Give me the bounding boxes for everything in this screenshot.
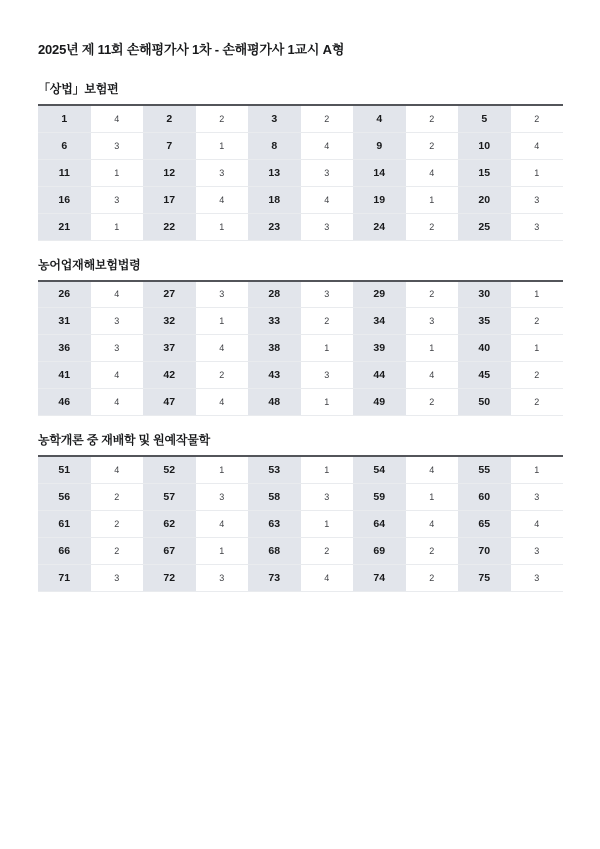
answer-cell: 1 (196, 537, 249, 564)
section-disaster-insurance-law (38, 258, 563, 417)
question-number-cell: 41 (38, 362, 91, 389)
question-number-cell: 21 (38, 213, 91, 240)
answer-cell: 1 (301, 456, 354, 483)
question-number-cell: 64 (353, 510, 406, 537)
question-number-cell: 53 (248, 456, 301, 483)
answer-row (38, 281, 563, 308)
answer-row (38, 132, 563, 159)
answer-row (38, 564, 563, 591)
question-number-cell: 65 (458, 510, 511, 537)
question-number-cell: 60 (458, 483, 511, 510)
answer-cell: 1 (301, 389, 354, 416)
question-number-cell: 70 (458, 537, 511, 564)
answer-cell: 3 (91, 186, 144, 213)
question-number-cell: 52 (143, 456, 196, 483)
answer-cell: 4 (301, 564, 354, 591)
answer-cell: 3 (91, 308, 144, 335)
answer-cell: 2 (406, 564, 459, 591)
answer-row (38, 159, 563, 186)
question-number-cell: 63 (248, 510, 301, 537)
answer-cell: 3 (301, 483, 354, 510)
question-number-cell: 25 (458, 213, 511, 240)
answer-cell: 3 (511, 564, 564, 591)
question-number-cell: 32 (143, 308, 196, 335)
section-heading: 농어업재해보험법령 (38, 257, 141, 272)
question-number-cell: 47 (143, 389, 196, 416)
answer-cell: 2 (301, 537, 354, 564)
question-number-cell: 9 (353, 132, 406, 159)
question-number-cell: 71 (38, 564, 91, 591)
question-number-cell: 72 (143, 564, 196, 591)
answer-row (38, 456, 563, 483)
answer-cell: 4 (91, 456, 144, 483)
answer-cell: 1 (511, 159, 564, 186)
answer-cell: 3 (301, 362, 354, 389)
question-number-cell: 69 (353, 537, 406, 564)
question-number-cell: 34 (353, 308, 406, 335)
answer-cell: 1 (196, 456, 249, 483)
question-number-cell: 29 (353, 281, 406, 308)
question-number-cell: 2 (143, 105, 196, 132)
question-number-cell: 13 (248, 159, 301, 186)
answer-cell: 1 (511, 281, 564, 308)
answer-row (38, 213, 563, 240)
question-number-cell: 59 (353, 483, 406, 510)
answer-cell: 1 (196, 308, 249, 335)
answer-cell: 4 (91, 105, 144, 132)
question-number-cell: 43 (248, 362, 301, 389)
answer-cell: 4 (301, 132, 354, 159)
answer-cell: 4 (91, 362, 144, 389)
answer-cell: 2 (406, 105, 459, 132)
answer-table (38, 104, 563, 241)
question-number-cell: 11 (38, 159, 91, 186)
question-number-cell: 68 (248, 537, 301, 564)
answer-cell: 3 (511, 483, 564, 510)
section-heading: 농학개론 중 재배학 및 원예작물학 (38, 433, 211, 447)
question-number-cell: 67 (143, 537, 196, 564)
question-number-cell: 1 (38, 105, 91, 132)
question-number-cell: 22 (143, 213, 196, 240)
answer-cell: 3 (511, 186, 564, 213)
answer-cell: 2 (406, 537, 459, 564)
answer-cell: 2 (91, 537, 144, 564)
question-number-cell: 33 (248, 308, 301, 335)
question-number-cell: 27 (143, 281, 196, 308)
question-number-cell: 62 (143, 510, 196, 537)
answer-cell: 3 (91, 335, 144, 362)
question-number-cell: 57 (143, 483, 196, 510)
question-number-cell: 16 (38, 186, 91, 213)
question-number-cell: 12 (143, 159, 196, 186)
question-number-cell: 35 (458, 308, 511, 335)
question-number-cell: 51 (38, 456, 91, 483)
question-number-cell: 56 (38, 483, 91, 510)
answer-cell: 2 (511, 105, 564, 132)
question-number-cell: 45 (458, 362, 511, 389)
answer-table (38, 280, 563, 417)
question-number-cell: 74 (353, 564, 406, 591)
answer-row (38, 335, 563, 362)
answer-row (38, 389, 563, 416)
answer-cell: 3 (511, 537, 564, 564)
answer-cell: 1 (511, 456, 564, 483)
answer-cell: 1 (406, 483, 459, 510)
answer-cell: 4 (91, 281, 144, 308)
answer-row (38, 537, 563, 564)
answer-cell: 2 (196, 105, 249, 132)
answer-cell: 3 (196, 281, 249, 308)
answer-cell: 3 (301, 159, 354, 186)
answer-cell: 4 (91, 389, 144, 416)
question-number-cell: 73 (248, 564, 301, 591)
question-number-cell: 10 (458, 132, 511, 159)
answer-cell: 3 (196, 159, 249, 186)
answer-cell: 1 (511, 335, 564, 362)
answer-cell: 2 (301, 308, 354, 335)
answer-cell: 2 (511, 362, 564, 389)
question-number-cell: 6 (38, 132, 91, 159)
answer-cell: 1 (196, 132, 249, 159)
answer-cell: 1 (91, 213, 144, 240)
answer-cell: 3 (91, 132, 144, 159)
answer-cell: 2 (406, 389, 459, 416)
answer-cell: 4 (301, 186, 354, 213)
answer-cell: 4 (511, 510, 564, 537)
answer-row (38, 308, 563, 335)
question-number-cell: 37 (143, 335, 196, 362)
question-number-cell: 26 (38, 281, 91, 308)
answer-cell: 3 (301, 281, 354, 308)
answer-cell: 2 (91, 510, 144, 537)
answer-row (38, 362, 563, 389)
answer-cell: 3 (301, 213, 354, 240)
question-number-cell: 18 (248, 186, 301, 213)
question-number-cell: 36 (38, 335, 91, 362)
question-number-cell: 58 (248, 483, 301, 510)
question-number-cell: 39 (353, 335, 406, 362)
answer-table (38, 455, 563, 592)
answer-cell: 3 (196, 564, 249, 591)
question-number-cell: 30 (458, 281, 511, 308)
question-number-cell: 55 (458, 456, 511, 483)
answer-row (38, 483, 563, 510)
question-number-cell: 23 (248, 213, 301, 240)
question-number-cell: 46 (38, 389, 91, 416)
question-number-cell: 14 (353, 159, 406, 186)
answer-cell: 4 (196, 389, 249, 416)
answer-cell: 2 (511, 308, 564, 335)
question-number-cell: 48 (248, 389, 301, 416)
answer-cell: 3 (406, 308, 459, 335)
question-number-cell: 49 (353, 389, 406, 416)
question-number-cell: 17 (143, 186, 196, 213)
question-number-cell: 40 (458, 335, 511, 362)
answer-cell: 2 (196, 362, 249, 389)
question-number-cell: 66 (38, 537, 91, 564)
answer-cell: 3 (196, 483, 249, 510)
question-number-cell: 38 (248, 335, 301, 362)
answer-cell: 2 (406, 213, 459, 240)
answer-cell: 4 (406, 456, 459, 483)
answer-cell: 3 (91, 564, 144, 591)
answer-cell: 4 (511, 132, 564, 159)
question-number-cell: 28 (248, 281, 301, 308)
question-number-cell: 7 (143, 132, 196, 159)
answer-row (38, 510, 563, 537)
question-number-cell: 15 (458, 159, 511, 186)
answer-cell: 4 (196, 186, 249, 213)
answer-cell: 4 (406, 159, 459, 186)
question-number-cell: 20 (458, 186, 511, 213)
answer-cell: 1 (91, 159, 144, 186)
answer-cell: 1 (406, 186, 459, 213)
question-number-cell: 50 (458, 389, 511, 416)
answer-cell: 2 (91, 483, 144, 510)
question-number-cell: 3 (248, 105, 301, 132)
answer-row (38, 105, 563, 132)
answer-cell: 2 (511, 389, 564, 416)
question-number-cell: 75 (458, 564, 511, 591)
answer-cell: 4 (196, 510, 249, 537)
answer-cell: 1 (301, 335, 354, 362)
answer-cell: 1 (196, 213, 249, 240)
question-number-cell: 61 (38, 510, 91, 537)
answer-cell: 4 (406, 362, 459, 389)
answer-cell: 2 (301, 105, 354, 132)
question-number-cell: 44 (353, 362, 406, 389)
section-heading: 「상법」보험편 (38, 82, 119, 96)
question-number-cell: 8 (248, 132, 301, 159)
question-number-cell: 31 (38, 308, 91, 335)
question-number-cell: 54 (353, 456, 406, 483)
answer-cell: 4 (406, 510, 459, 537)
question-number-cell: 42 (143, 362, 196, 389)
answer-cell: 2 (406, 132, 459, 159)
answer-cell: 2 (406, 281, 459, 308)
answer-cell: 1 (406, 335, 459, 362)
section-commercial-law (38, 82, 563, 241)
answer-cell: 3 (511, 213, 564, 240)
question-number-cell: 24 (353, 213, 406, 240)
answer-cell: 1 (301, 510, 354, 537)
answer-row (38, 186, 563, 213)
question-number-cell: 4 (353, 105, 406, 132)
answer-cell: 4 (196, 335, 249, 362)
document-title: 2025년 제 11회 손해평가사 1차 - 손해평가사 1교시 A형 (38, 42, 345, 57)
question-number-cell: 19 (353, 186, 406, 213)
section-agronomy (38, 433, 563, 592)
question-number-cell: 5 (458, 105, 511, 132)
